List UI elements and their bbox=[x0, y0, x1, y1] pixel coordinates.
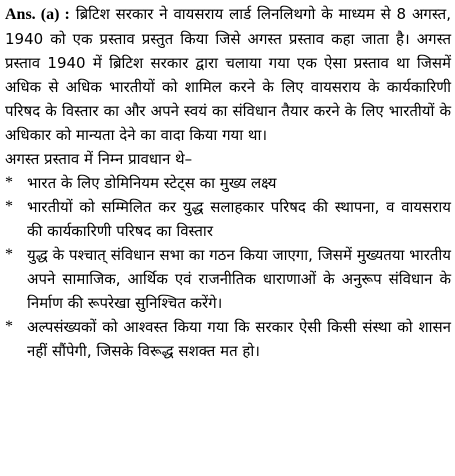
list-item bbox=[5, 243, 451, 315]
list-item-text: युद्ध के पश्चात् संविधान सभा का गठन किया जाएगा, जिसमें मुख्यतया भारतीय अपने सामाजिक, आर्थिक एवं राजनीतिक धाराणाओं के अनुरूप संविधान के निर्माण की रूपरेखा सुनिश्चित करेंगे। bbox=[27, 246, 451, 312]
list-item-text: भारत के लिए डोमिनियम स्टेट्स का मुख्य लक्ष्य bbox=[27, 174, 277, 192]
answer-label: Ans. (a) : bbox=[5, 6, 70, 23]
list-item bbox=[5, 195, 451, 243]
bullet-marker: * bbox=[5, 318, 13, 335]
list-item-text: अल्पसंख्यकों को आश्वस्त किया गया कि सरकार ऐसी किसी संस्था को शासन नहीं सौंपेगी, जिसके विरूद्ध सशक्त मत हो। bbox=[27, 318, 451, 360]
list-item-text: भारतीयों को सम्मिलित कर युद्ध सलाहकार परिषद की स्थापना, व वायसराय की कार्यकारिणी परिषद का विस्तार bbox=[27, 198, 451, 240]
provisions-intro: अगस्त प्रस्ताव में निम्न प्रावधान थे– bbox=[5, 150, 193, 168]
bullet-marker: * bbox=[5, 246, 13, 263]
list-item bbox=[5, 315, 451, 363]
bullet-marker: * bbox=[5, 198, 13, 215]
answer-paragraph-text: ब्रिटिश सरकार ने वायसराय लार्ड लिनलिथगो के माध्यम से 8 अगस्त, 1940 को एक प्रस्ताव प्रस्तुत किया जिसे अगस्त प्रस्ताव कहा जाता है। अगस्त प्रस्ताव 1940 में ब्रिटिश सरकार द्वारा चलाया गया एक ऐसा प्रस्ताव था जिसमें अधिक से अधिक भारतीयों को शामिल करने के लिए वायसराय के कार्यकारिणी परिषद के विस्तार का और अपने स्वयं का संविधान तैयार करने के लिए भारतीयों के अधिकार को मान्यता देने का वादा किया गया था। bbox=[5, 5, 452, 144]
list-item bbox=[5, 171, 451, 195]
bullet-marker: * bbox=[5, 174, 13, 191]
answer-paragraph bbox=[5, 2, 451, 147]
provisions-list bbox=[5, 171, 451, 363]
